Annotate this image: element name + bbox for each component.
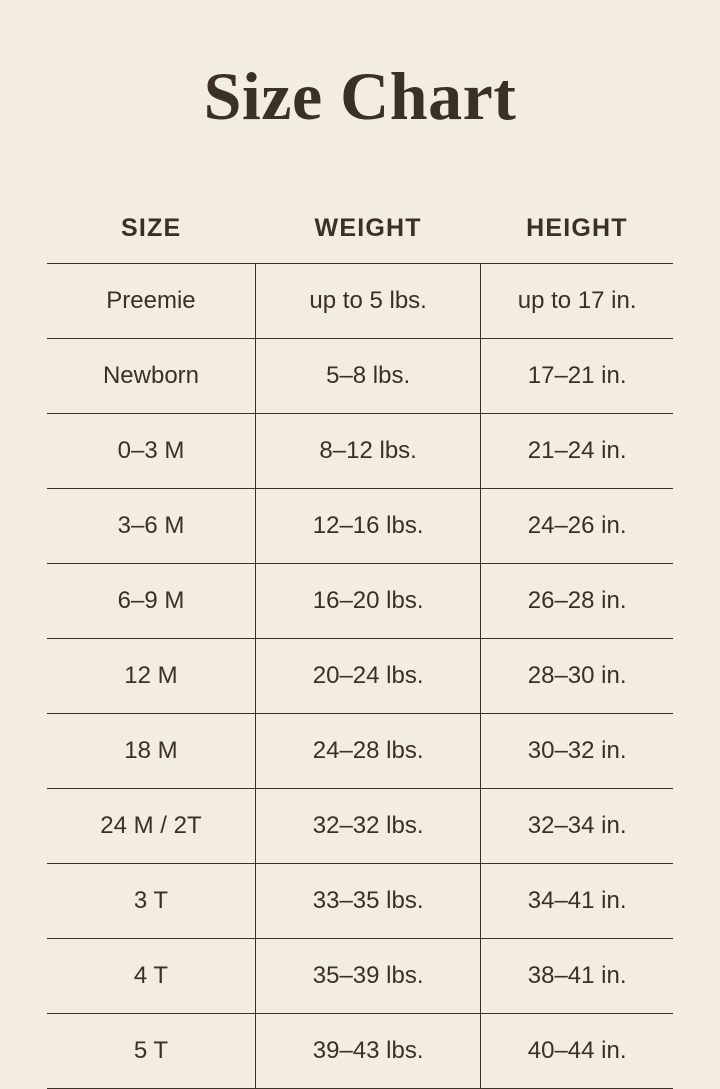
table-row [47, 413, 673, 488]
cell-weight: 35–39 lbs. [255, 938, 480, 1013]
cell-height: up to 17 in. [481, 263, 673, 338]
table-row [47, 788, 673, 863]
page-title: Size Chart [203, 58, 517, 134]
cell-weight: 12–16 lbs. [255, 488, 480, 563]
cell-height: 28–30 in. [481, 638, 673, 713]
size-chart-table-wrapper [47, 214, 673, 1089]
table-body [47, 263, 673, 1088]
column-header-height: HEIGHT [526, 213, 628, 242]
table-row [47, 263, 673, 338]
cell-size: 5 T [47, 1013, 255, 1088]
cell-size: 18 M [47, 713, 255, 788]
size-chart-table [47, 214, 673, 1089]
table-header [47, 214, 673, 264]
table-row [47, 638, 673, 713]
cell-height: 32–34 in. [481, 788, 673, 863]
cell-size: 12 M [47, 638, 255, 713]
cell-size: 0–3 M [47, 413, 255, 488]
cell-weight: 16–20 lbs. [255, 563, 480, 638]
column-header-size: SIZE [121, 213, 182, 242]
table-row [47, 563, 673, 638]
cell-weight: 20–24 lbs. [255, 638, 480, 713]
column-header-weight: WEIGHT [314, 213, 422, 242]
cell-height: 34–41 in. [481, 863, 673, 938]
cell-size: 3–6 M [47, 488, 255, 563]
cell-weight: 24–28 lbs. [255, 713, 480, 788]
cell-size: 6–9 M [47, 563, 255, 638]
table-row [47, 713, 673, 788]
cell-height: 40–44 in. [481, 1013, 673, 1088]
cell-size: Preemie [47, 263, 255, 338]
cell-height: 38–41 in. [481, 938, 673, 1013]
table-header-row [47, 214, 673, 264]
cell-height: 17–21 in. [481, 338, 673, 413]
cell-weight: 32–32 lbs. [255, 788, 480, 863]
cell-weight: 5–8 lbs. [255, 338, 480, 413]
cell-height: 24–26 in. [481, 488, 673, 563]
cell-weight: 8–12 lbs. [255, 413, 480, 488]
cell-weight: 39–43 lbs. [255, 1013, 480, 1088]
cell-size: 4 T [47, 938, 255, 1013]
table-row [47, 488, 673, 563]
cell-size: 24 M / 2T [47, 788, 255, 863]
cell-height: 30–32 in. [481, 713, 673, 788]
cell-weight: 33–35 lbs. [255, 863, 480, 938]
cell-height: 21–24 in. [481, 413, 673, 488]
table-row [47, 863, 673, 938]
cell-weight: up to 5 lbs. [255, 263, 480, 338]
cell-height: 26–28 in. [481, 563, 673, 638]
cell-size: Newborn [47, 338, 255, 413]
table-row [47, 938, 673, 1013]
table-row [47, 338, 673, 413]
table-row [47, 1013, 673, 1088]
cell-size: 3 T [47, 863, 255, 938]
